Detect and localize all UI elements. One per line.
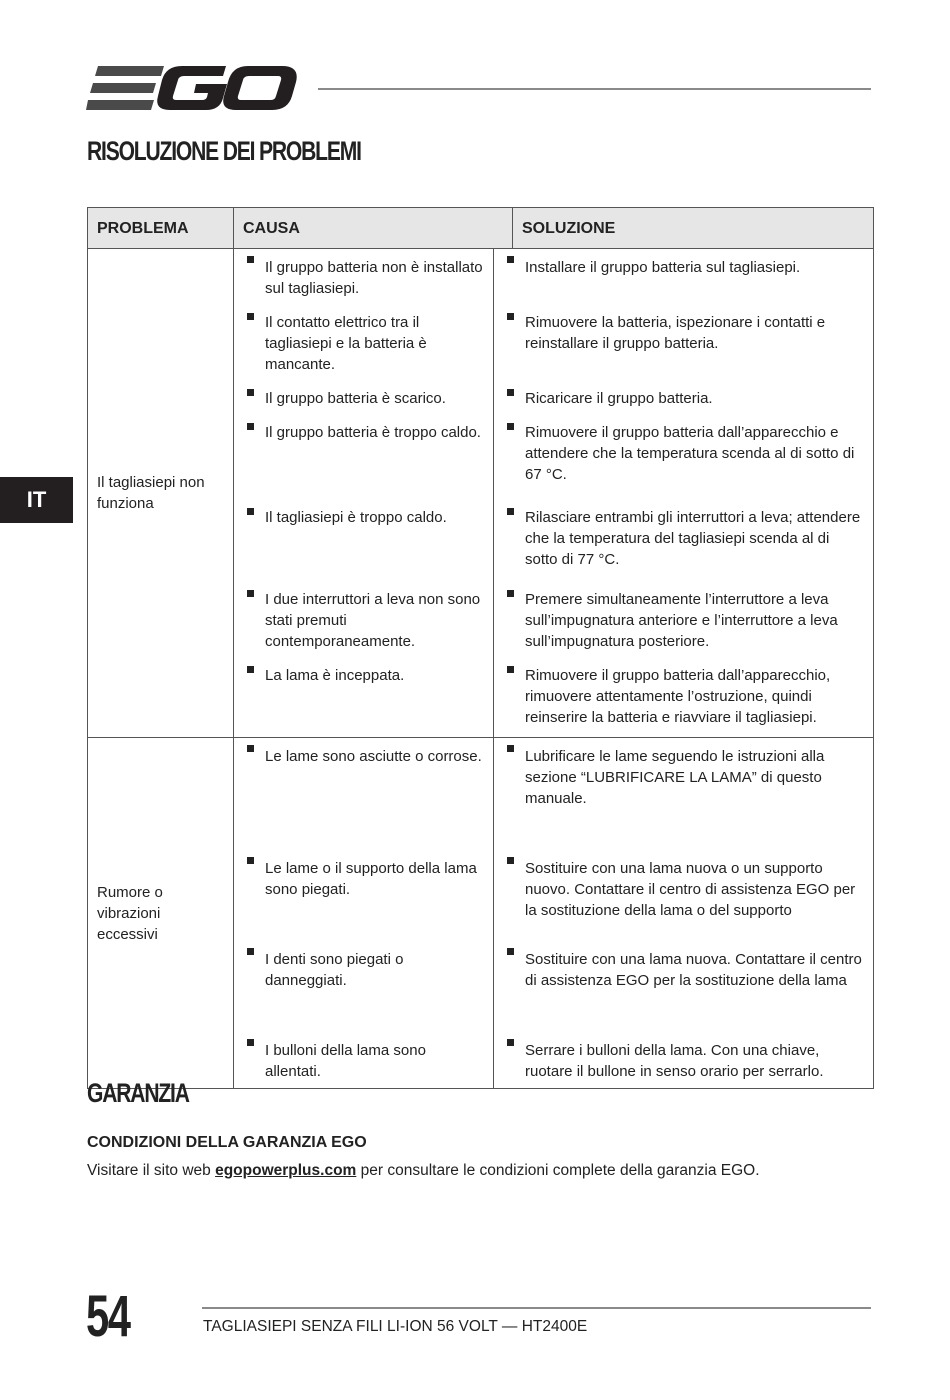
- cause-item: I bulloni della lama sono allentati.: [234, 1032, 494, 1088]
- warranty-title: GARANZIA: [87, 1078, 189, 1108]
- solution-item: Rimuovere il gruppo batteria dall’apparecchio, rimuovere attentamente l’ostruzione, quindi reinserire la batteria e riavviare il tagliasiepi.: [494, 659, 873, 737]
- warranty-text-before: Visitare il sito web: [87, 1162, 216, 1179]
- troubleshooting-title: RISOLUZIONE DEI PROBLEMI: [87, 136, 361, 166]
- solution-item: Installare il gruppo batteria sul tagliasiepi.: [494, 249, 873, 306]
- cause-item: Il gruppo batteria è troppo caldo.: [234, 416, 494, 501]
- language-tab: IT: [0, 477, 73, 523]
- cause-solution-grid: [234, 738, 873, 1088]
- cause-item: I denti sono piegati o danneggiati.: [234, 941, 494, 1032]
- solution-item: Sostituire con una lama nuova o un supporto nuovo. Contattare il centro di assistenza EGO per la sostituzione della lama o del supporto: [494, 850, 873, 941]
- cause-item: I due interruttori a leva non sono stati premuti contemporaneamente.: [234, 583, 494, 659]
- warranty-text: [87, 1162, 760, 1180]
- solution-item: Sostituire con una lama nuova. Contattare il centro di assistenza EGO per la sostituzione della lama: [494, 941, 873, 1032]
- cause-item: Le lame o il supporto della lama sono piegati.: [234, 850, 494, 941]
- footer-rule: [202, 1307, 871, 1309]
- cause-item: Il contatto elettrico tra il tagliasiepi e la batteria è mancante.: [234, 306, 494, 382]
- page-number: 54: [86, 1284, 130, 1349]
- solution-item: Lubrificare le lame seguendo le istruzioni alla sezione “LUBRIFICARE LA LAMA” di questo manuale.: [494, 738, 873, 850]
- cause-solution-cell: [234, 249, 874, 738]
- column-header-solution: SOLUZIONE: [513, 208, 874, 249]
- warranty-text-after: per consultare le condizioni complete della garanzia EGO.: [356, 1162, 760, 1179]
- cause-item: Il tagliasiepi è troppo caldo.: [234, 501, 494, 583]
- troubleshooting-table: [87, 207, 874, 1089]
- cause-item: Le lame sono asciutte o corrose.: [234, 738, 494, 850]
- solution-item: Rimuovere il gruppo batteria dall’apparecchio e attendere che la temperatura scenda al di sotto di 67 °C.: [494, 416, 873, 501]
- warranty-link[interactable]: egopowerplus.com: [215, 1162, 357, 1179]
- problem-cell: Il tagliasiepi non funziona: [88, 249, 234, 738]
- cause-item: La lama è inceppata.: [234, 659, 494, 737]
- solution-item: Rimuovere la batteria, ispezionare i contatti e reinstallare il gruppo batteria.: [494, 306, 873, 382]
- column-header-problem: PROBLEMA: [88, 208, 234, 249]
- cause-solution-grid: [234, 249, 873, 737]
- cause-solution-cell: [234, 738, 874, 1089]
- solution-item: Rilasciare entrambi gli interruttori a leva; attendere che la temperatura del tagliasiepi scenda al di sotto di 77 °C.: [494, 501, 873, 583]
- problem-group: [88, 249, 874, 738]
- cause-item: Il gruppo batteria non è installato sul tagliasiepi.: [234, 249, 494, 306]
- header-rule: [318, 88, 871, 90]
- ego-logo: [86, 64, 298, 112]
- warranty-subtitle: CONDIZIONI DELLA GARANZIA EGO: [87, 1134, 367, 1151]
- footer-text: TAGLIASIEPI SENZA FILI LI-ION 56 VOLT — HT2400E: [203, 1318, 588, 1335]
- problem-group: [88, 738, 874, 1089]
- table-header-row: [88, 208, 874, 249]
- column-header-cause: CAUSA: [234, 208, 513, 249]
- solution-item: Premere simultaneamente l’interruttore a leva sull’impugnatura anteriore e l’interruttore a leva sull’impugnatura posteriore.: [494, 583, 873, 659]
- solution-item: Serrare i bulloni della lama. Con una chiave, ruotare il bullone in senso orario per serrarlo.: [494, 1032, 873, 1088]
- solution-item: Ricaricare il gruppo batteria.: [494, 382, 873, 416]
- problem-cell: Rumore o vibrazioni eccessivi: [88, 738, 234, 1089]
- cause-item: Il gruppo batteria è scarico.: [234, 382, 494, 416]
